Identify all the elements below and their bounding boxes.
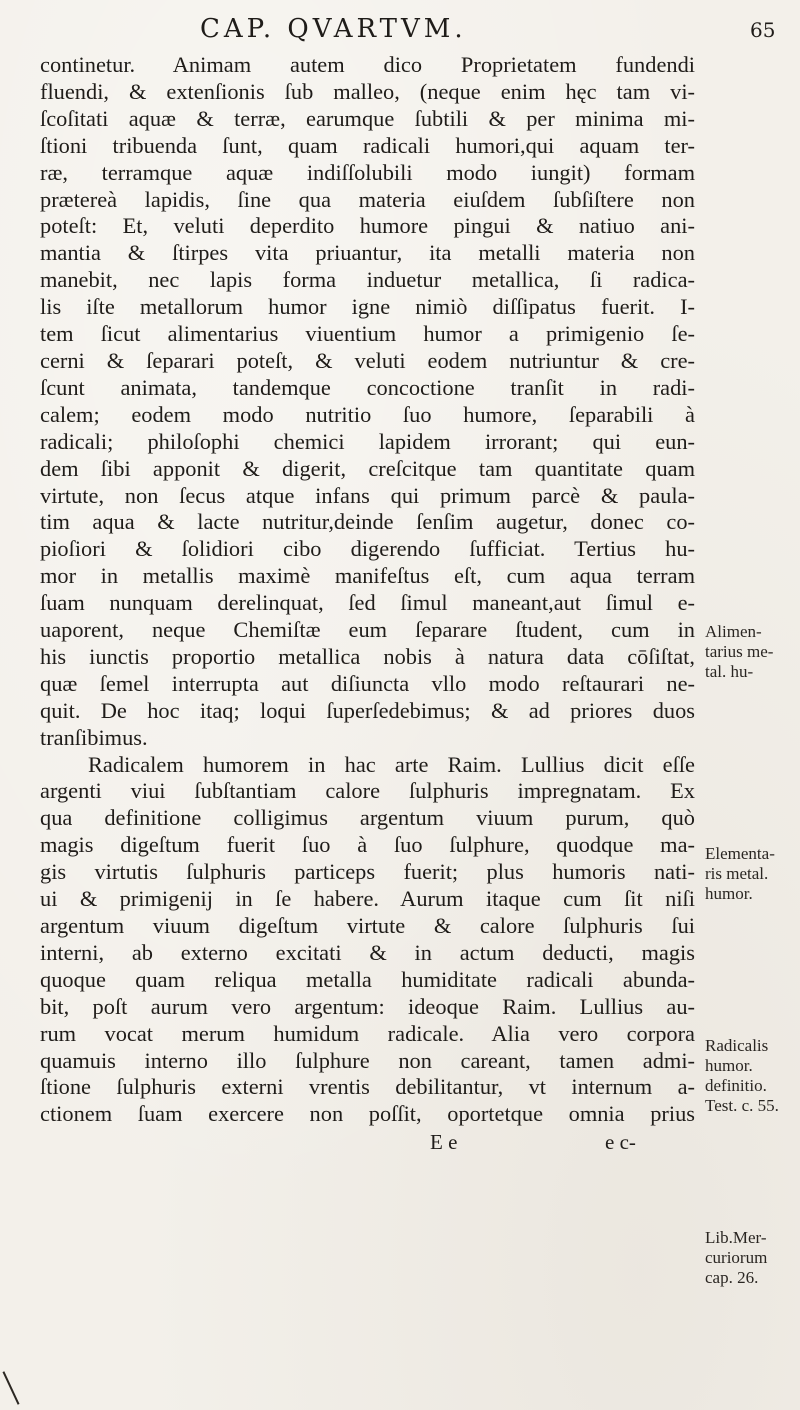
text-line: ſtioni tribuenda ſunt, quam radicali humori,qui aquam ter-: [40, 132, 695, 158]
text-line: ctionem ſuam exercere non poſſit, oportetque omnia prius: [40, 1101, 695, 1127]
text-line: prætereà lapidis, ſine qua materia eiuſdem ſubſiſtere non: [40, 186, 695, 212]
text-line: tim aqua & lacte nutritur,deinde ſenſim augetur, donec co-: [40, 509, 695, 535]
margin-note-line: tal. hu-: [705, 662, 754, 681]
signature-mark: E e: [430, 1130, 458, 1154]
margin-note-lib-mercuriorum: [705, 1228, 767, 1288]
margin-note-line: cap. 26.: [705, 1268, 759, 1287]
stray-ink-mark: [2, 1371, 19, 1404]
page-number: 65: [750, 18, 776, 42]
margin-note-alimentarius: [705, 622, 773, 682]
catchword: e c-: [605, 1130, 636, 1154]
margin-note-elementaris: [705, 844, 775, 904]
margin-note-line: curiorum: [705, 1248, 768, 1267]
margin-note-line: definitio.: [705, 1076, 767, 1095]
text-line: tranſibimus.: [40, 724, 148, 750]
text-line: argenti viui ſubſtantiam calore ſulphuris impregnatam. Ex: [40, 778, 695, 804]
text-line: mor in metallis maximè manifeſtus eſt, cum aqua terram: [40, 563, 695, 589]
text-line: ſcunt animata, tandemque concoctione tranſit in radi-: [40, 374, 695, 400]
margin-note-line: Test. c. 55.: [705, 1096, 779, 1115]
text-line: continetur. Animam autem dico Proprietatem fundendi: [40, 52, 695, 77]
text-line: quit. De hoc itaq; loqui ſuperſedebimus; & ad priores duos: [40, 697, 695, 723]
margin-note-line: Radicalis: [705, 1036, 769, 1055]
text-line: cerni & ſeparari poteſt, & veluti eodem nutriuntur & cre-: [40, 347, 695, 373]
text-line: poteſt: Et, veluti deperdito humore pingui & natiuo ani-: [40, 213, 695, 239]
text-line: manebit, nec lapis forma induetur metallica, ſi radica-: [40, 267, 695, 293]
text-line: ræ, terramque aquæ indiſſolubili modo iungit) formam: [40, 159, 695, 185]
text-line: tem ſicut alimentarius viuentium humor a primigenio ſe-: [40, 321, 695, 347]
text-line: virtute, non ſecus atque infans qui primum parcè & paula-: [40, 482, 695, 508]
text-line: ſcoſitati aquæ & terræ, earumque ſubtili & per minima mi-: [40, 105, 695, 131]
text-line: gis virtutis ſulphuris particeps fuerit; plus humoris nati-: [40, 859, 695, 885]
text-line: pioſiori & ſolidiori cibo digerendo ſufficiat. Tertius hu-: [40, 536, 695, 562]
text-line: dem ſibi apponit & digerit, creſcitque tam quantitate quam: [40, 455, 695, 481]
margin-note-line: humor.: [705, 884, 753, 903]
text-line: qua definitione colligimus argentum viuum purum, quò: [40, 805, 695, 831]
text-line: argentum viuum digeſtum virtute & calore ſulphuris ſui: [40, 913, 695, 938]
text-line: ſtione ſulphuris externi vrentis debilitantur, vt internum a-: [40, 1074, 695, 1100]
margin-note-radicalis: [705, 1036, 779, 1116]
text-line: interni, ab externo excitati & in actum deducti, magis: [40, 939, 695, 965]
text-line: ſuam nunquam derelinquat, ſed ſimul maneant,aut ſimul e-: [40, 590, 695, 616]
text-line: Radicalem humorem in hac arte Raim. Lullius dicit eſſe: [88, 751, 695, 777]
text-line: calem; eodem modo nutritio ſuo humore, ſeparabili à: [40, 401, 695, 427]
margin-note-line: ris metal.: [705, 864, 769, 883]
text-line: fluendi, & extenſionis ſub malleo, (neque enim hęc tam vi-: [40, 78, 695, 104]
margin-note-line: humor.: [705, 1056, 753, 1075]
text-line: radicali; philoſophi chemici lapidem irrorant; qui eun-: [40, 428, 695, 454]
margin-note-line: Lib.Mer-: [705, 1228, 767, 1247]
running-title: CAP. QVARTVM.: [200, 14, 467, 44]
text-line: mantia & ſtirpes vita priuantur, ita metalli materia non: [40, 240, 695, 266]
text-line: rum vocat merum humidum radicale. Alia vero corpora: [40, 1020, 695, 1046]
text-line: ui & primigenij in ſe habere. Aurum itaque cum ſit niſi: [40, 886, 695, 912]
text-line: lis iſte metallorum humor igne nimiò diſſipatus fuerit. I-: [40, 294, 695, 320]
margin-note-line: Alimen-: [705, 622, 762, 641]
text-line: his iunctis proportio metallica nobis à natura data cōſiſtat,: [40, 643, 695, 669]
margin-note-line: Elementa-: [705, 844, 775, 863]
text-line: quamuis interno illo ſulphure non careant, tamen admi-: [40, 1047, 695, 1073]
text-line: quoque quam reliqua metalla humiditate radicali abunda-: [40, 966, 695, 992]
main-text-block: [40, 52, 695, 1128]
text-line: quæ ſemel interrupta aut diſiuncta vllo modo reſtaurari ne-: [40, 670, 695, 696]
text-line: bit, poſt aurum vero argentum: ideoque Raim. Lullius au-: [40, 993, 695, 1019]
margin-note-line: tarius me-: [705, 642, 774, 661]
text-line: uaporent, neque Chemiſtæ eum ſeparare ſtudent, cum in: [40, 617, 695, 643]
text-line: magis digeſtum fuerit ſuo à ſuo ſulphure, quodque ma-: [40, 832, 695, 858]
